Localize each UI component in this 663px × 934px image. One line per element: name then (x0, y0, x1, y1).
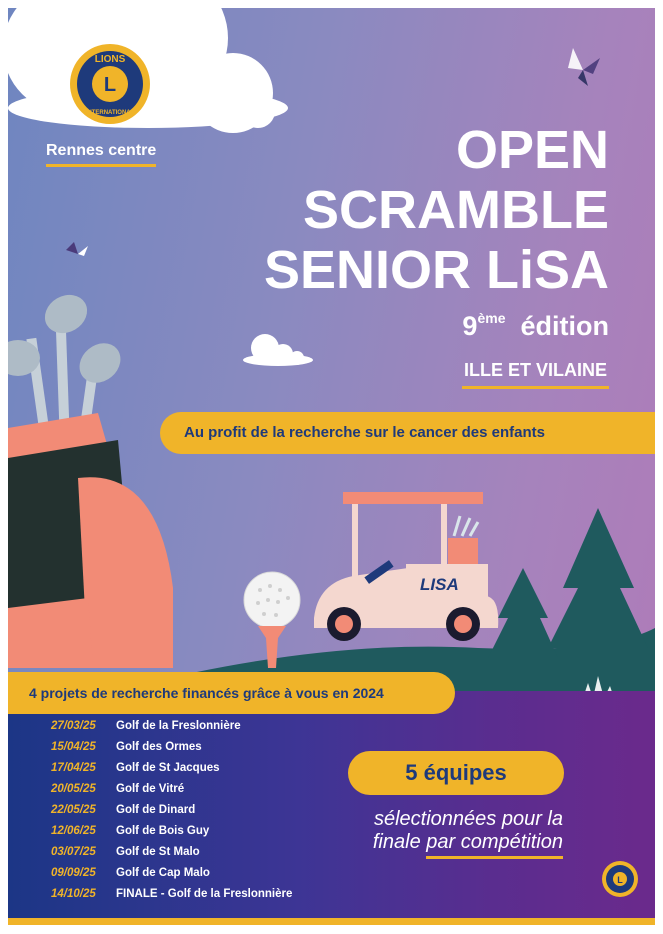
club-name: Rennes centre (46, 142, 156, 167)
teams-line-1: sélectionnées pour la (373, 808, 563, 830)
teams-line-2a: finale (372, 831, 427, 853)
edition-number: 9 (462, 311, 478, 341)
lions-logo (66, 38, 154, 130)
schedule-location: Golf de St Malo (116, 846, 200, 858)
schedule-location: Golf de Bois Guy (116, 825, 210, 837)
logo-subtext: INTERNATIONAL (85, 110, 135, 116)
schedule-location: Golf de St Jacques (116, 762, 220, 774)
teams-line-2b: par compétition (426, 831, 563, 859)
projects-banner: 4 projets de recherche financés grâce à vous en 2024 (8, 672, 455, 714)
edition-label (462, 310, 609, 342)
tree-small (488, 568, 558, 658)
schedule-location: Golf de Dinard (116, 804, 196, 816)
schedule-date: 14/10/25 (51, 888, 96, 900)
lions-logo-small (600, 859, 640, 899)
golf-bag (8, 287, 173, 668)
schedule-date: 15/04/25 (51, 741, 96, 753)
title-line-1: OPEN (455, 120, 609, 180)
teams-description (373, 808, 563, 859)
schedule-panel (8, 691, 655, 918)
poster (8, 8, 655, 925)
logo-text: LIONS (94, 54, 126, 65)
edition-word: édition (520, 311, 609, 341)
golf-cart (314, 492, 498, 641)
bottom-accent-bar (8, 918, 655, 925)
logo-letter: L (103, 74, 117, 96)
teams-count-badge: 5 équipes (348, 751, 564, 795)
edition-superscript: ème (477, 310, 506, 326)
teams-line-2 (373, 831, 563, 859)
golf-ball-tee (244, 572, 300, 668)
small-cloud (243, 334, 313, 366)
schedule-location: Golf de Vitré (116, 783, 185, 795)
tree-large (548, 508, 648, 663)
region-label: ILLE ET VILAINE (462, 360, 609, 389)
logo-small-letter: L (617, 875, 623, 885)
schedule-date: 22/05/25 (51, 804, 96, 816)
schedule-date: 17/04/25 (51, 762, 96, 774)
butterfly-top-right (568, 48, 600, 86)
schedule-date: 12/06/25 (51, 825, 96, 837)
schedule-location: FINALE - Golf de la Freslonnière (116, 888, 293, 900)
title-line-3: SENIOR LiSA (263, 240, 609, 300)
title-line-2: SCRAMBLE (303, 180, 609, 240)
butterfly-left (66, 242, 88, 256)
schedule-date: 03/07/25 (51, 846, 96, 858)
schedule-location: Golf des Ormes (116, 741, 202, 753)
schedule-date: 20/05/25 (51, 783, 96, 795)
schedule-location: Golf de Cap Malo (116, 867, 210, 879)
schedule-location: Golf de la Freslonnière (116, 720, 241, 732)
cart-label: LISA (420, 575, 459, 594)
schedule-date: 27/03/25 (51, 720, 96, 732)
profit-banner: Au profit de la recherche sur le cancer des enfants (160, 412, 655, 454)
schedule-date: 09/09/25 (51, 867, 96, 879)
